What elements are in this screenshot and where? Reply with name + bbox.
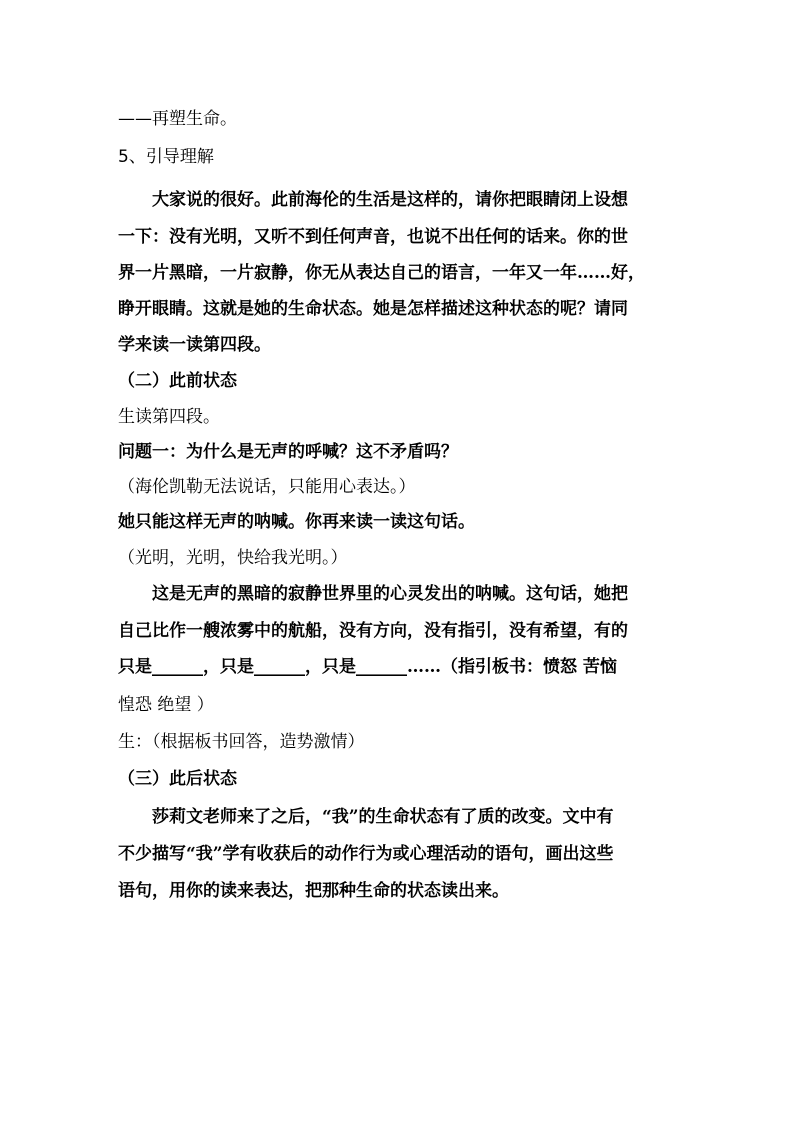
note-line: （海伦凯勒无法说话，只能用心表达。） xyxy=(118,477,416,497)
text-line: 学来读一读第四段。 xyxy=(118,335,271,355)
note-line: （光明，光明，快给我光明。） xyxy=(118,548,348,568)
text-line: 她只能这样无声的呐喊。你再来读一读这句话。 xyxy=(118,512,475,532)
text-line: 睁开眼睛。这就是她的生命状态。她是怎样描述这种状态的呢？请同 xyxy=(118,299,628,319)
text-line: 不少描写“我”学有收获后的动作行为或心理活动的语句，画出这些 xyxy=(118,844,614,864)
text-line: ——再塑生命。 xyxy=(118,109,237,129)
text-line: 一下：没有光明，又听不到任何声音，也说不出任何的话来。你的世 xyxy=(118,227,628,247)
fill-in-line: 只是______，只是______，只是______……（指引板书：愤怒 苦恼 xyxy=(118,657,617,677)
text-line: 莎莉文老师来了之后，“我”的生命状态有了质的改变。文中有 xyxy=(152,807,614,827)
text-line: 生读第四段。 xyxy=(118,407,220,427)
text-line: 语句，用你的读来表达，把那种生命的状态读出来。 xyxy=(118,881,509,901)
student-response-line: 生：（根据板书回答，造势激情） xyxy=(118,732,365,752)
subsection-heading: （三）此后状态 xyxy=(118,769,237,789)
subsection-heading: （二）此前状态 xyxy=(118,371,237,391)
question-line: 问题一：为什么是无声的呼喊？这不矛盾吗？ xyxy=(118,442,458,462)
section-heading: 5、引导理解 xyxy=(118,147,214,167)
text-line: 界一片黑暗，一片寂静，你无从表达自己的语言，一年又一年……好， xyxy=(118,263,645,283)
text-line: 大家说的很好。此前海伦的生活是这样的，请你把眼睛闭上设想 xyxy=(152,190,628,210)
text-line: 自己比作一艘浓雾中的航船，没有方向，没有指引，没有希望，有的 xyxy=(118,621,628,641)
board-note-line: 惶恐 绝望 ） xyxy=(118,695,214,715)
text-line: 这是无声的黑暗的寂静世界里的心灵发出的呐喊。这句话，她把 xyxy=(152,584,628,604)
